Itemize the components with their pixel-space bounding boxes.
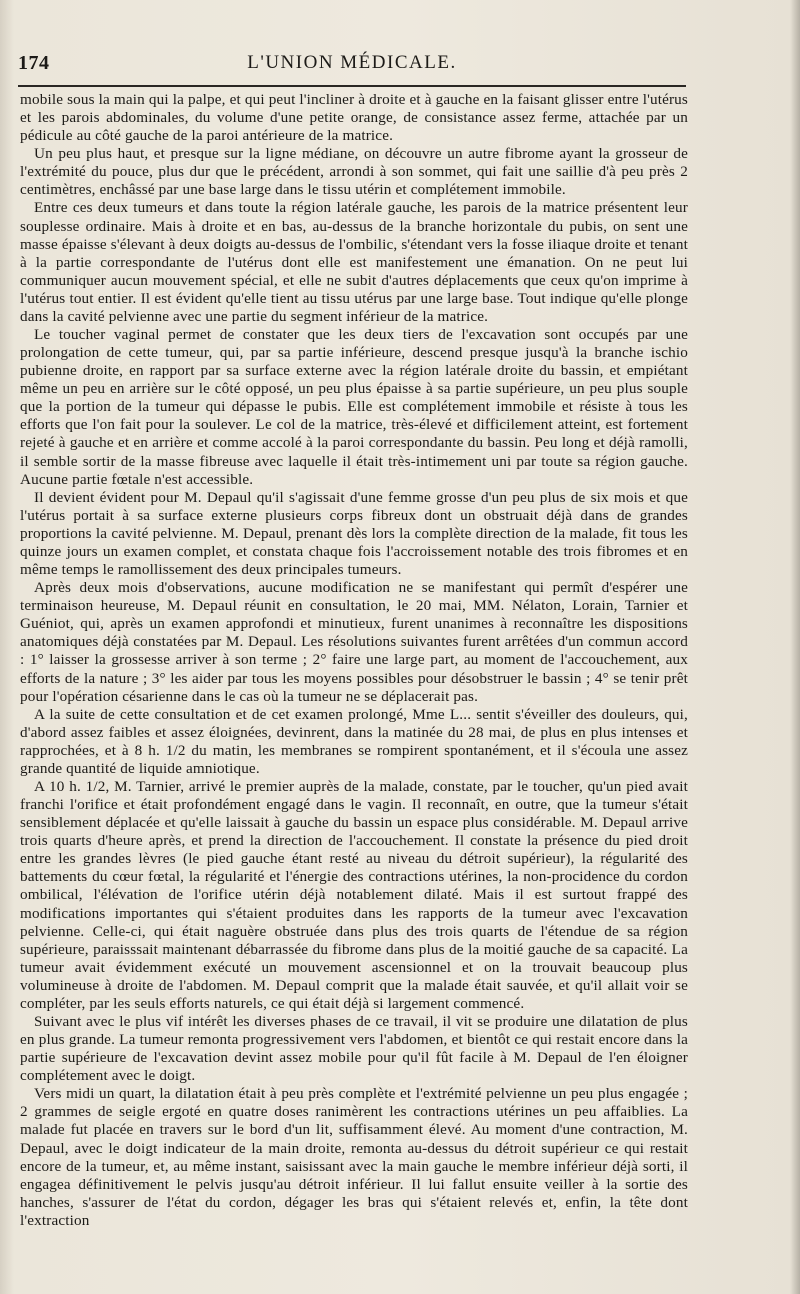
paragraph: Suivant avec le plus vif intérêt les diverses phases de ce travail, il vit se produire une dilatation de plus en plus grande. La tumeur remonta progressivement vers l'abdomen, et bientôt ce qui restait encore dans la partie supérieure de l'excavation devint assez mobile pour qu'il fût facile à M. Depaul de l'en éloigner complétement avec le doigt.	[20, 1012, 688, 1085]
paragraph: Après deux mois d'observations, aucune modification ne se manifestant qui permît d'espérer une terminaison heureuse, M. Depaul réunit en consultation, le 20 mai, MM. Nélaton, Lorain, Tarnier et Guéniot, qui, après un examen approfondi et minutieux, furent unanimes à reconnaître les dispositions anatomiques déjà constatées par M. Depaul. Les résolutions suivantes furent arrêtées d'un commun accord : 1° laisser la grossesse arriver à son terme ; 2° faire une large part, au moment de l'accouchement, aux efforts de la nature ; 3° les aider par tous les moyens possibles pour désobstruer le bassin ; 4° se tenir prêt pour l'opération césarienne dans le cas où la tumeur ne se déplacerait pas.	[20, 579, 688, 705]
page-header	[18, 52, 686, 80]
paragraph: Entre ces deux tumeurs et dans toute la région latérale gauche, les parois de la matrice présentent leur souplesse ordinaire. Mais à droite et en bas, au-dessus de la branche horizontale du pubis, on sent une masse épaisse s'élevant à deux doigts au-dessus de l'ombilic, s'étendant vers la fosse iliaque droite et tenant à la partie correspondante de l'utérus dont elle est manifestement une émanation. On ne peut lui communiquer aucun mouvement spécial, et elle ne subit d'autres déplacements que ceux qu'on imprime à l'utérus tout entier. Il est évident qu'elle tient au tissu utérus par une large base. Tout indique qu'elle plonge dans la cavité pelvienne avec une partie du segment inférieur de la matrice.	[20, 199, 688, 325]
paragraph: A 10 h. 1/2, M. Tarnier, arrivé le premier auprès de la malade, constate, par le toucher, qu'un pied avait franchi l'orifice et était profondément engagé dans le vagin. Il reconnaît, en outre, que la tumeur s'était sensiblement déplacée et qu'elle laissait à gauche du bassin un espace plus considérable. M. Depaul arrive trois quarts d'heure après, et prend la direction de l'accouchement. Il constate la présence du pied droit entre les grandes lèvres (le pied gauche étant resté au niveau du détroit supérieur), la régularité des battements du cœur fœtal, la régularité et l'énergie des contractions utérines, la non-procidence du cordon ombilical, l'élévation de l'orifice utérin déjà notablement dilaté. Mais il est surtout frappé des modifications importantes qui s'étaient produites dans les rapports de la tumeur avec l'excavation pelvienne. Celle-ci, qui était naguère obstruée dans plus des trois quarts de l'étendue de sa région supérieure, paraisssait maintenant débarrassée du fibrome dans plus de la moitié gauche de sa capacité. La tumeur avait évidemment exécuté un mouvement ascensionnel et on la trouvait beaucoup plus volumineuse à droite de l'abdomen. M. Depaul comprit que la malade était sauvée, et qu'il allait voir se compléter, par les seuls efforts naturels, ce qui était déjà si largement commencé.	[20, 777, 688, 1012]
page-edge-shadow	[790, 0, 800, 1294]
paragraph: Un peu plus haut, et presque sur la ligne médiane, on découvre un autre fibrome ayant la grosseur de l'extrémité du pouce, plus dur que le précédent, arrondi à son sommet, qui fait une saillie d'à peu près 2 centimètres, enchâssé par une base large dans le tissu utérin et complétement immobile.	[20, 145, 688, 199]
paragraph: mobile sous la main qui la palpe, et qui peut l'incliner à droite et à gauche en la faisant glisser entre l'utérus et les parois abdominales, du volume d'une petite orange, de consistance assez ferme, attachée par un pédicule au côté gauche de la paroi antérieure de la matrice.	[20, 91, 688, 145]
body-text	[20, 91, 688, 1230]
paragraph: Le toucher vaginal permet de constater que les deux tiers de l'excavation sont occupés par une prolongation de cette tumeur, qui, par sa partie inférieure, descend presque jusqu'à la branche ischio pubienne droite, en rapport par sa surface externe avec la région latérale droite du bassin, et empiétant même un peu en arrière sur le côté opposé, un peu plus épaisse à sa partie supérieure, un peu plus souple que la portion de la tumeur qui dépasse le pubis. Elle est complétement immobile et résiste à tous les efforts que l'on fait pour la soulever. Le col de la matrice, très-élevé et difficilement atteint, est fortement rejeté à gauche et en arrière et comme accolé à la paroi correspondante du bassin. Peu long et déjà ramolli, il semble sortir de la masse fibreuse avec laquelle il était très-intimement uni par toute sa région gauche. Aucune partie fœtale n'est accessible.	[20, 326, 688, 488]
paragraph: Il devient évident pour M. Depaul qu'il s'agissait d'une femme grosse d'un peu plus de six mois et que l'utérus portait à sa surface externe plusieurs corps fibreux dont un obstruait déjà dans de grandes proportions la cavité pelvienne. M. Depaul, prenant dès lors la complète direction de la malade, fit tous les quinze jours un examen complet, et constata chaque fois l'accroissement notable des trois fibromes et en même temps le ramollissement des deux principales tumeurs.	[20, 488, 688, 579]
paragraph: Vers midi un quart, la dilatation était à peu près complète et l'extrémité pelvienne un peu plus engagée ; 2 grammes de seigle ergoté en quatre doses ranimèrent les contractions utérines un peu affaiblies. La malade fut placée en travers sur le bord d'un lit, suffisamment élevé. Au moment d'une contraction, M. Depaul, avec le doigt indicateur de la main droite, remonta au-dessus du détroit supérieur ce qui restait encore de la tumeur, et, au même instant, saisissant avec la main gauche le membre inférieur déjà sorti, il engagea définitivement le pelvis jusqu'au détroit inférieur. Il lui fallut ensuite veiller à la sortie des hanches, s'assurer de l'état du cordon, dégager les bras qui s'étaient relevés et, enfin, la tête dont l'extraction	[20, 1085, 688, 1229]
running-title: L'UNION MÉDICALE.	[247, 52, 457, 73]
page-number: 174	[18, 52, 50, 74]
header-rule	[18, 85, 686, 87]
paragraph: A la suite de cette consultation et de cet examen prolongé, Mme L... sentit s'éveiller des douleurs, qui, d'abord assez faibles et assez éloignées, devinrent, dans la matinée du 28 mai, de plus en plus intenses et rapprochées, et à 8 h. 1/2 du matin, les membranes se rompirent spontanément, et il s'écoula une assez grande quantité de liquide amniotique.	[20, 705, 688, 777]
